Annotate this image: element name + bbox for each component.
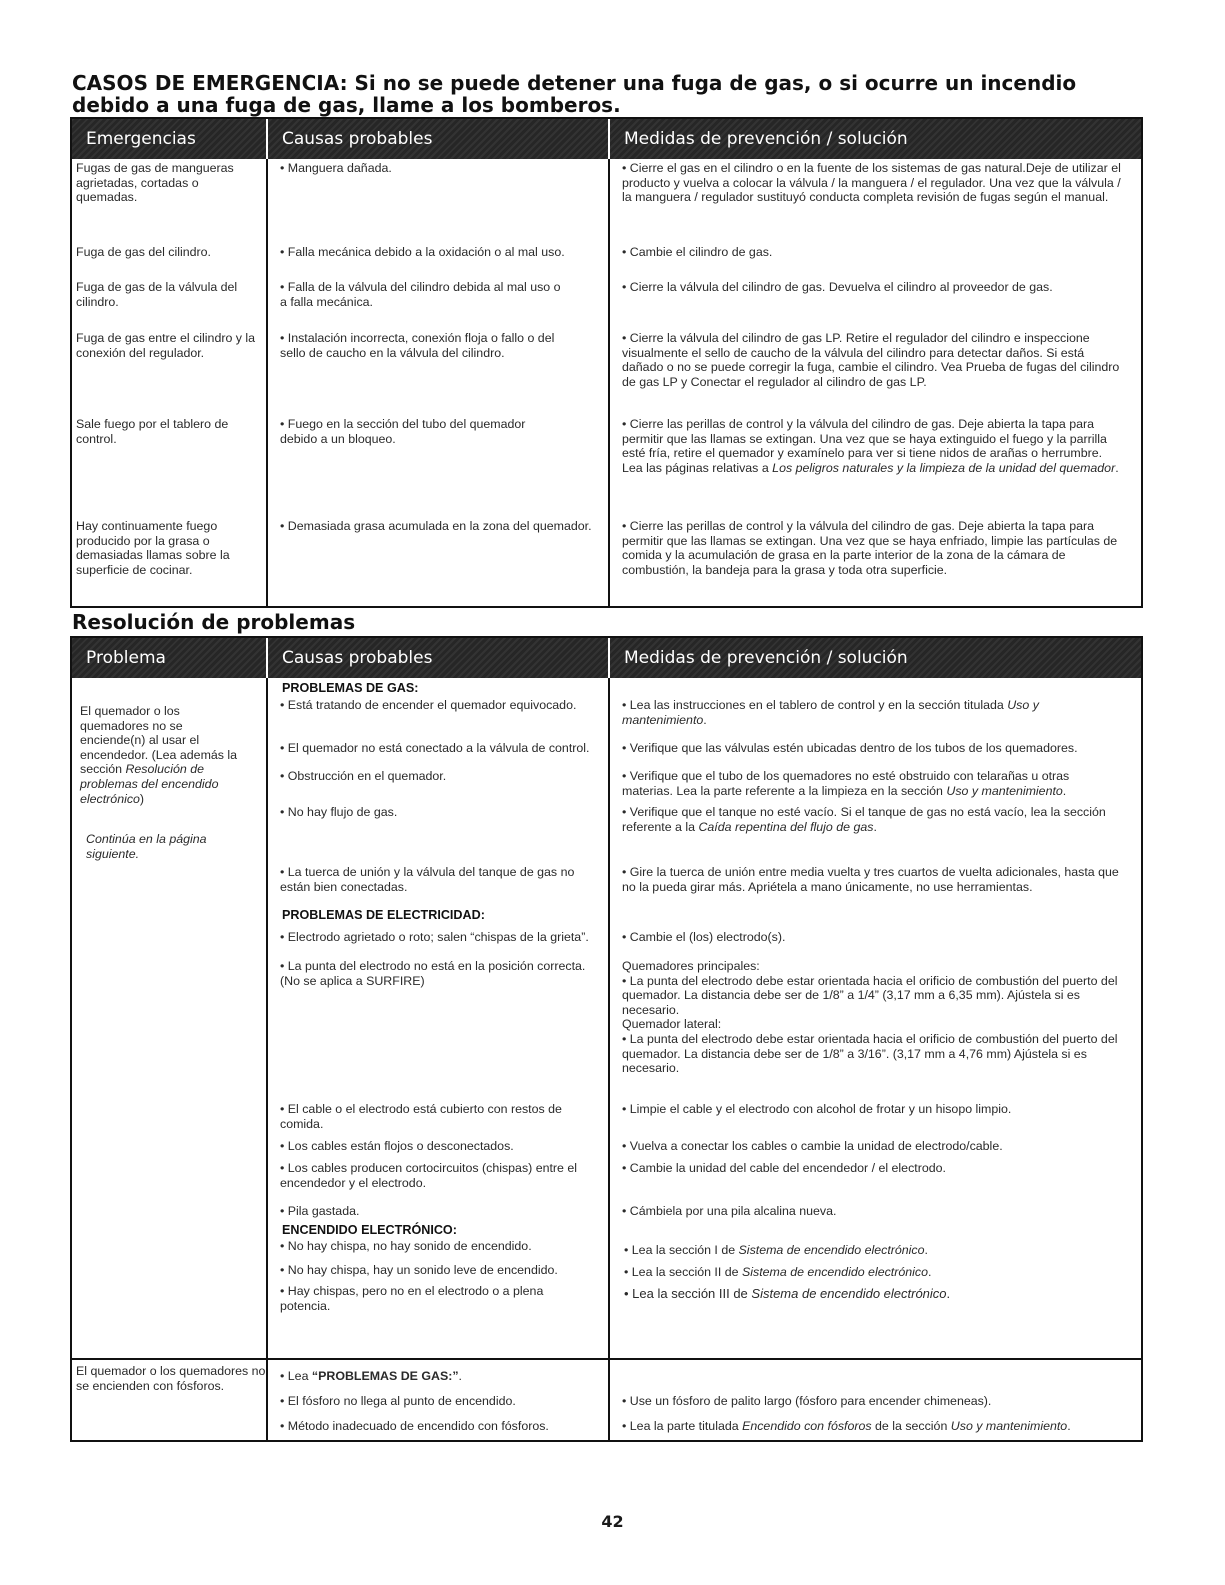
cause-cell: • Falla de la válvula del cilindro debida al mal uso o a falla mecánica. bbox=[280, 280, 561, 309]
solution-cell: • Lea las instrucciones en el tablero de control y en la sección titulada Uso y mantenimiento. bbox=[622, 698, 1039, 727]
section-heading-gas: PROBLEMAS DE GAS: bbox=[282, 681, 419, 695]
solution-cell: • Gire la tuerca de unión entre media vuelta y tres cuartos de vuelta adicionales, hasta que no la pueda girar más. Apriétela a mano únicamente, no use herramientas. bbox=[622, 865, 1119, 894]
emergency-cell: Hay continuamente fuego producido por la grasa o demasiadas llamas sobre la superficie de cocinar. bbox=[76, 519, 230, 577]
solution-cell: • Cierre la válvula del cilindro de gas. Devuelva el cilindro al proveedor de gas. bbox=[622, 280, 1053, 294]
emergency-cell: Fuga de gas entre el cilindro y la conexión del regulador. bbox=[76, 331, 256, 360]
emergencies-column bbox=[72, 159, 268, 606]
problem-cell: El quemador o los quemadores no se encienden con fósforos. bbox=[76, 1364, 266, 1393]
solution-cell: • Cámbiela por una pila alcalina nueva. bbox=[622, 1204, 837, 1218]
solution-cell: • Limpie el cable y el electrodo con alcohol de frotar y un hisopo limpio. bbox=[622, 1102, 1012, 1116]
emergency-cell: Fuga de gas del cilindro. bbox=[76, 245, 212, 259]
header-problema: Problema bbox=[72, 638, 268, 678]
cause-cell: • El cable o el electrodo está cubierto con restos de comida. bbox=[280, 1102, 562, 1131]
header-causas: Causas probables bbox=[268, 638, 610, 678]
solution-cell: Quemadores principales: • La punta del electrodo debe estar orientada hacia el orificio de combustión del puerto del quemador. La distancia debe ser de 1/8” a 1/4” (3,17 mm a 6,35 mm). Ajústela si es necesario. Quemador lateral: • La punta del electrodo debe estar orientada hacia el orificio de combustión del puerto del quemador. La distancia debe ser de 1/8” a 3/16”. (3,17 mm a 4,76 mm) Ajústela si es necesario. bbox=[622, 959, 1118, 1076]
cause-cell: • Instalación incorrecta, conexión floja o fallo o del sello de caucho en la válvula del cilindro. bbox=[280, 331, 555, 360]
cause-cell: • Fuego en la sección del tubo del quemador debido a un bloqueo. bbox=[280, 417, 526, 446]
problem-cell: El quemador o los quemadores no se enciende(n) al usar el encendedor. (Lea además la sección Resolución de problemas del encendido electrónico) bbox=[80, 704, 238, 806]
header-medidas: Medidas de prevención / solución bbox=[624, 648, 908, 668]
cause-cell: • No hay chispa, hay un sonido leve de encendido. bbox=[280, 1263, 558, 1277]
emergency-cell: Fugas de gas de mangueras agrietadas, cortadas o quemadas. bbox=[76, 161, 234, 205]
section-heading-ignition: ENCENDIDO ELECTRÓNICO: bbox=[282, 1223, 457, 1237]
cause-cell: • Los cables producen cortocircuitos (chispas) entre el encendedor y el electrodo. bbox=[280, 1161, 578, 1190]
cause-cell: • Electrodo agrietado o roto; salen “chispas de la grieta”. bbox=[280, 930, 589, 944]
cause-cell: • El fósforo no llega al punto de encendido. bbox=[280, 1394, 516, 1408]
solution-cell: • Lea la sección I de Sistema de encendido electrónico. bbox=[624, 1243, 928, 1257]
solutions-column bbox=[610, 678, 1141, 1440]
cause-cell: • Hay chispas, pero no en el electrodo o a plena potencia. bbox=[280, 1284, 544, 1313]
solution-cell: • Cambie el cilindro de gas. bbox=[622, 245, 773, 259]
emergency-table bbox=[70, 117, 1143, 608]
emergency-cell: Fuga de gas de la válvula del cilindro. bbox=[76, 280, 238, 309]
cause-cell: • Obstrucción en el quemador. bbox=[280, 769, 447, 783]
solution-cell: • Verifique que las válvulas estén ubicadas dentro de los tubos de los quemadores. bbox=[622, 741, 1078, 755]
cause-cell: • La tuerca de unión y la válvula del tanque de gas no están bien conectadas. bbox=[280, 865, 575, 894]
causes-column bbox=[268, 159, 610, 606]
cause-cell: • No hay flujo de gas. bbox=[280, 805, 398, 819]
cause-cell: • Lea “PROBLEMAS DE GAS:”. bbox=[280, 1369, 462, 1383]
solution-cell: • Verifique que el tanque no esté vacío. Si el tanque de gas no está vacío, lea la sección referente a la Caída repentina del flujo de gas. bbox=[622, 805, 1106, 834]
header-emergencias: Emergencias bbox=[72, 119, 268, 159]
problem-column bbox=[72, 678, 268, 1440]
troubleshooting-table bbox=[70, 636, 1143, 1442]
cause-cell: • Manguera dañada. bbox=[280, 161, 392, 175]
emergency-table-header bbox=[72, 119, 1141, 159]
solution-cell: • Cambie el (los) electrodo(s). bbox=[622, 930, 786, 944]
cause-cell: • Falla mecánica debido a la oxidación o al mal uso. bbox=[280, 245, 565, 259]
solution-cell: • Lea la sección III de Sistema de encendido electrónico. bbox=[624, 1286, 951, 1301]
troubleshooting-table-header bbox=[72, 638, 1141, 678]
header-causas: Causas probables bbox=[268, 119, 610, 159]
solution-cell: • Cambie la unidad del cable del encendedor / el electrodo. bbox=[622, 1161, 946, 1175]
causes-column bbox=[268, 678, 610, 1440]
cause-cell: • El quemador no está conectado a la válvula de control. bbox=[280, 741, 590, 755]
solution-cell: • Cierre las perillas de control y la válvula del cilindro de gas. Deje abierta la tapa para permitir que las llamas se extingan. Una vez que se haya extinguido el fuego y la parrilla esté fría, retire el quemador y examínelo para ver si tiene nidos de arañas o herrumbre. Lea las páginas relativas a Los peligros naturales y la limpieza de la unidad del quemador. bbox=[622, 417, 1119, 475]
section-heading-electricity: PROBLEMAS DE ELECTRICIDAD: bbox=[282, 908, 485, 922]
solution-cell: • Lea la parte titulada Encendido con fósforos de la sección Uso y mantenimiento. bbox=[622, 1419, 1071, 1433]
solution-cell: • Lea la sección II de Sistema de encendido electrónico. bbox=[624, 1265, 932, 1279]
troubleshooting-title: Resolución de problemas bbox=[72, 610, 356, 634]
solution-cell: • Use un fósforo de palito largo (fósforo para encender chimeneas). bbox=[622, 1394, 992, 1408]
cause-cell: • Método inadecuado de encendido con fósforos. bbox=[280, 1419, 549, 1433]
solution-cell: • Vuelva a conectar los cables o cambie la unidad de electrodo/cable. bbox=[622, 1139, 1003, 1153]
page-number: 42 bbox=[601, 1512, 624, 1531]
cause-cell: • No hay chispa, no hay sonido de encendido. bbox=[280, 1239, 532, 1253]
cause-cell: • Los cables están flojos o desconectados. bbox=[280, 1139, 514, 1153]
solution-cell: • Verifique que el tubo de los quemadores no esté obstruido con telarañas u otras materias. Lea la parte referente a la limpieza en la sección Uso y mantenimiento. bbox=[622, 769, 1070, 798]
cause-cell: • Pila gastada. bbox=[280, 1204, 360, 1218]
solution-cell: • Cierre la válvula del cilindro de gas LP. Retire el regulador del cilindro e inspeccione visualmente el sello de caucho de la válvula del cilindro para detectar daños. Si está dañado o no se puede corregir la fuga, cambie el cilindro. Vea Prueba de fugas del cilindro de gas LP y Conectar el regulador al cilindro de gas LP. bbox=[622, 331, 1120, 389]
emergency-cell: Sale fuego por el tablero de control. bbox=[76, 417, 229, 446]
page-title: CASOS DE EMERGENCIA: Si no se puede detener una fuga de gas, o si ocurre un incendio debido a una fuga de gas, llame a los bomberos. bbox=[72, 71, 1077, 117]
continued-note: Continúa en la página siguiente. bbox=[86, 832, 207, 861]
cause-cell: • La punta del electrodo no está en la posición correcta. (No se aplica a SURFIRE) bbox=[280, 959, 586, 988]
header-medidas: Medidas de prevención / solución bbox=[624, 129, 908, 149]
cause-cell: • Está tratando de encender el quemador equivocado. bbox=[280, 698, 577, 712]
solution-cell: • Cierre las perillas de control y la válvula del cilindro de gas. Deje abierta la tapa para permitir que las llamas se extingan. Una vez que se haya enfriado, limpie las partículas de comida y la acumulación de grasa en la parte interior de la zona de la cámara de combustión, la bandeja para la grasa y toda otra superficie. bbox=[622, 519, 1118, 577]
solutions-column bbox=[610, 159, 1141, 606]
solution-cell: • Cierre el gas en el cilindro o en la fuente de los sistemas de gas natural.Deje de utilizar el producto y vuelva a colocar la válvula / la manguera / el regulador. Una vez que la válvula / la manguera / regulador sustituyó conducta completa revisión de fugas según el manual. bbox=[622, 161, 1121, 205]
cause-cell: • Demasiada grasa acumulada en la zona del quemador. bbox=[280, 519, 592, 533]
